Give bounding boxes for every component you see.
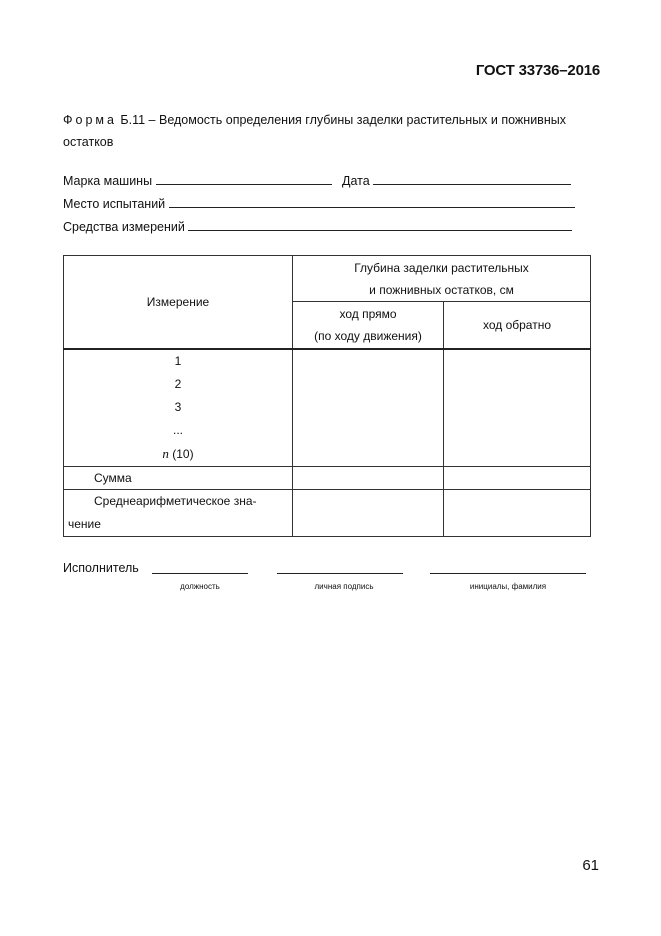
position-line[interactable] [152,573,248,574]
average-label [64,490,293,537]
header-backward: ход обратно [444,302,591,350]
date-line[interactable] [373,172,571,185]
executor-label: Исполнитель [63,561,139,575]
measurement-index: ... [172,423,183,437]
machine-brand-label: Марка машины [63,174,153,188]
machine-brand-line[interactable] [156,172,332,185]
sum-backward-cell[interactable] [444,467,591,490]
sum-forward-cell[interactable] [293,467,444,490]
name-line[interactable] [430,573,586,574]
page-number: 61 [582,857,599,874]
instruments-line[interactable] [188,218,572,231]
test-place-field [63,195,575,212]
standard-code: ГОСТ 33736–2016 [475,62,600,79]
average-label-line2: чение [68,517,101,531]
form-title-text: Б.11 – Ведомость определения глубины заделки растительных и пожнивных остатков [63,113,566,149]
position-caption: должность [180,582,220,591]
depth-table [63,255,591,537]
average-backward-cell[interactable] [444,490,591,537]
header-forward-line2: (по ходу движения) [314,329,422,343]
header-depth [293,256,591,302]
header-depth-line2: и пожнивных остатков, см [369,282,514,297]
measurement-index: 1 [174,354,182,368]
test-place-label: Место испытаний [63,197,166,211]
average-forward-cell[interactable] [293,490,444,537]
header-depth-line1: Глубина заделки растительных [354,260,529,275]
measurement-index-list [64,349,293,467]
last-index-symbol: n [162,446,169,461]
test-place-line[interactable] [169,195,575,208]
forward-values-cell[interactable] [293,349,444,467]
header-forward [293,302,444,350]
form-title [63,109,603,153]
header-measurement: Измерение [64,256,293,350]
instruments-field [63,218,572,235]
name-caption: инициалы, фамилия [469,582,547,591]
header-forward-line1: ход прямо [339,307,397,321]
signature-line[interactable] [277,573,403,574]
last-index-count: (10) [172,447,194,461]
machine-brand-field [63,172,571,189]
signature-caption: личная подпись [314,582,374,591]
form-title-prefix: Форма [63,113,117,127]
backward-values-cell[interactable] [444,349,591,467]
instruments-label: Средства измерений [63,220,185,234]
measurement-index: 3 [174,400,182,414]
sum-label: Сумма [64,467,293,490]
measurement-index-last [64,442,292,466]
date-label: Дата [341,174,370,188]
average-label-line1: Среднеарифметическое зна- [94,494,257,508]
measurement-index: 2 [174,377,182,391]
